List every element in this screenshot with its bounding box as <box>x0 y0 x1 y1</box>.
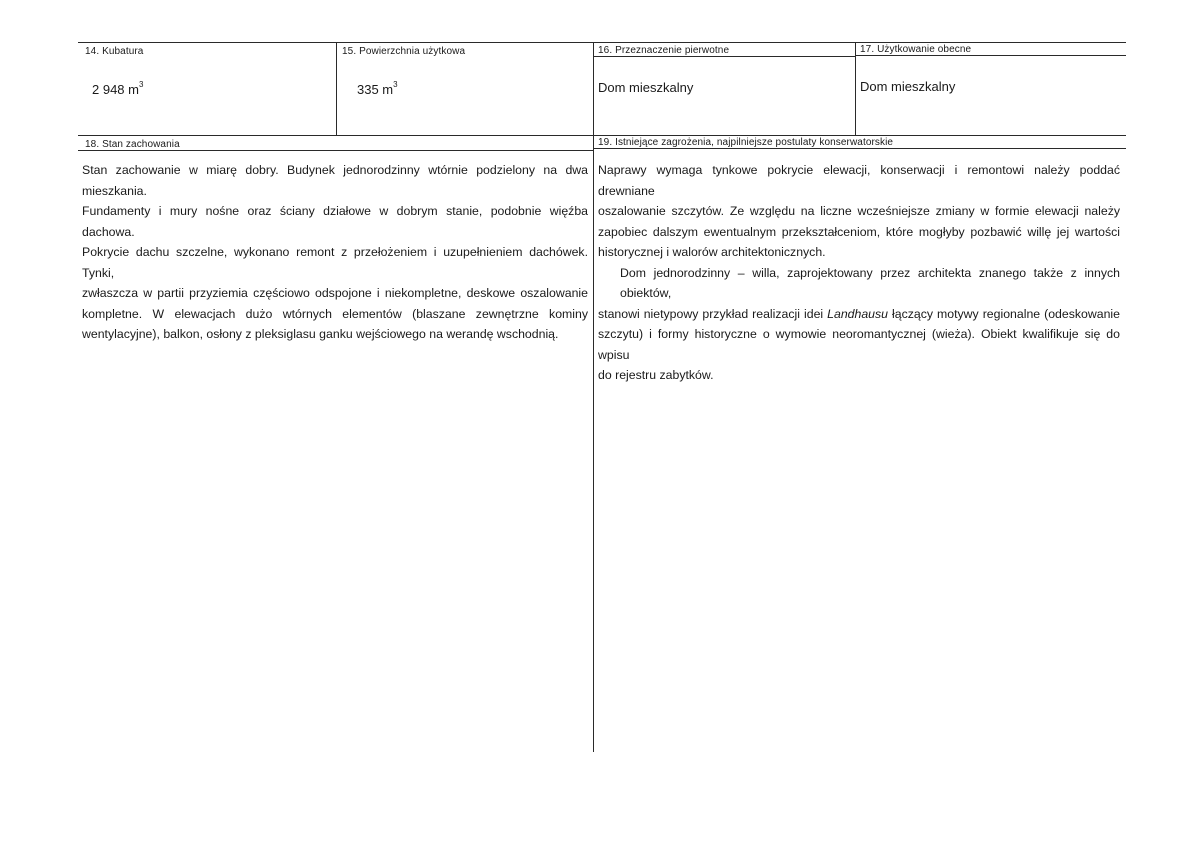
kubatura-label: 14. Kubatura <box>85 46 144 57</box>
label-underline-18 <box>78 150 593 151</box>
landhaus-before: stanowi nietypowy przykład realizacji idei <box>598 306 828 321</box>
zagrozenia-line: szczytu) i formy historyczne o wymowie neoromantycznej (wieża). Obiekt kwalifikuje się do wpisu <box>598 327 1120 362</box>
stan-line: wentylacyjne), balkon, osłony z pleksiglasu ganku wejściowego na werandę wschodnią. <box>82 327 559 341</box>
zagrozenia-line: historycznej i walorów architektonicznych. <box>598 245 826 259</box>
zagrozenia-line-landhaus <box>598 304 1120 325</box>
zagrozenia-label: 19. Istniejące zagrożenia, najpilniejsze postulaty konserwatorskie <box>598 137 894 148</box>
stan-line: Stan zachowanie w miarę dobry. Budynek jednorodzinny wtórnie podzielony na dwa mieszkania. <box>82 163 588 198</box>
przeznaczenie-label: 16. Przeznaczenie pierwotne <box>598 45 730 56</box>
uzytkowanie-value: Dom mieszkalny <box>860 79 956 94</box>
stan-line: zwłaszcza w partii przyziemia częściowo odspojone i niekompletne, deskowe oszalowanie <box>82 286 588 300</box>
label-underline-19 <box>593 148 1126 149</box>
kubatura-number: 2 948 m <box>92 82 139 97</box>
kubatura-value <box>92 82 143 97</box>
zagrozenia-line: zapobiec dalszym ewentualnym przekształceniom, które mogłyby pozbawić willę jej wartości <box>598 224 1120 239</box>
powierzchnia-value <box>357 82 398 97</box>
divider-18-19 <box>593 135 594 752</box>
divider-14-15 <box>336 42 337 135</box>
label-underline-14-16 <box>593 56 855 57</box>
landhaus-term: Landhausu <box>827 306 889 321</box>
stan-text <box>82 160 588 345</box>
zagrozenia-line: oszalowanie szczytów. Ze względu na liczne wcześniejsze zmiany w formie elewacji należy <box>598 204 1120 218</box>
powierzchnia-label: 15. Powierzchnia użytkowa <box>342 46 466 57</box>
zagrozenia-text <box>598 160 1120 386</box>
zagrozenia-line: do rejestru zabytków. <box>598 368 714 382</box>
stan-label: 18. Stan zachowania <box>85 139 180 150</box>
przeznaczenie-value: Dom mieszkalny <box>598 80 694 95</box>
top-rule <box>78 42 1126 43</box>
zagrozenia-line: Dom jednorodzinny – willa, zaprojektowany przez architekta znanego także z innych obiektów, <box>620 265 1120 300</box>
row2-top-rule <box>78 135 1126 136</box>
powierzchnia-unit-sup: 3 <box>393 80 398 89</box>
label-underline-17 <box>855 55 1126 56</box>
stan-line: Pokrycie dachu szczelne, wykonano remont z przełożeniem i uzupełnieniem dachówek. Tynki, <box>82 245 588 280</box>
stan-line: Fundamenty i mury nośne oraz ściany działowe w dobrym stanie, podobnie więźba dachowa. <box>82 204 588 239</box>
landhaus-after: łączący motywy regionalne (odeskowanie <box>888 306 1120 321</box>
zagrozenia-line: Naprawy wymaga tynkowe pokrycie elewacji, konserwacji i remontowi należy poddać drewniane <box>598 163 1120 198</box>
stan-line: kompletne. W elewacjach dużo wtórnych elementów (blaszane zewnętrzne kominy <box>82 306 588 321</box>
kubatura-unit-sup: 3 <box>138 80 144 89</box>
powierzchnia-number: 335 m <box>357 82 394 97</box>
uzytkowanie-label: 17. Użytkowanie obecne <box>860 44 972 55</box>
